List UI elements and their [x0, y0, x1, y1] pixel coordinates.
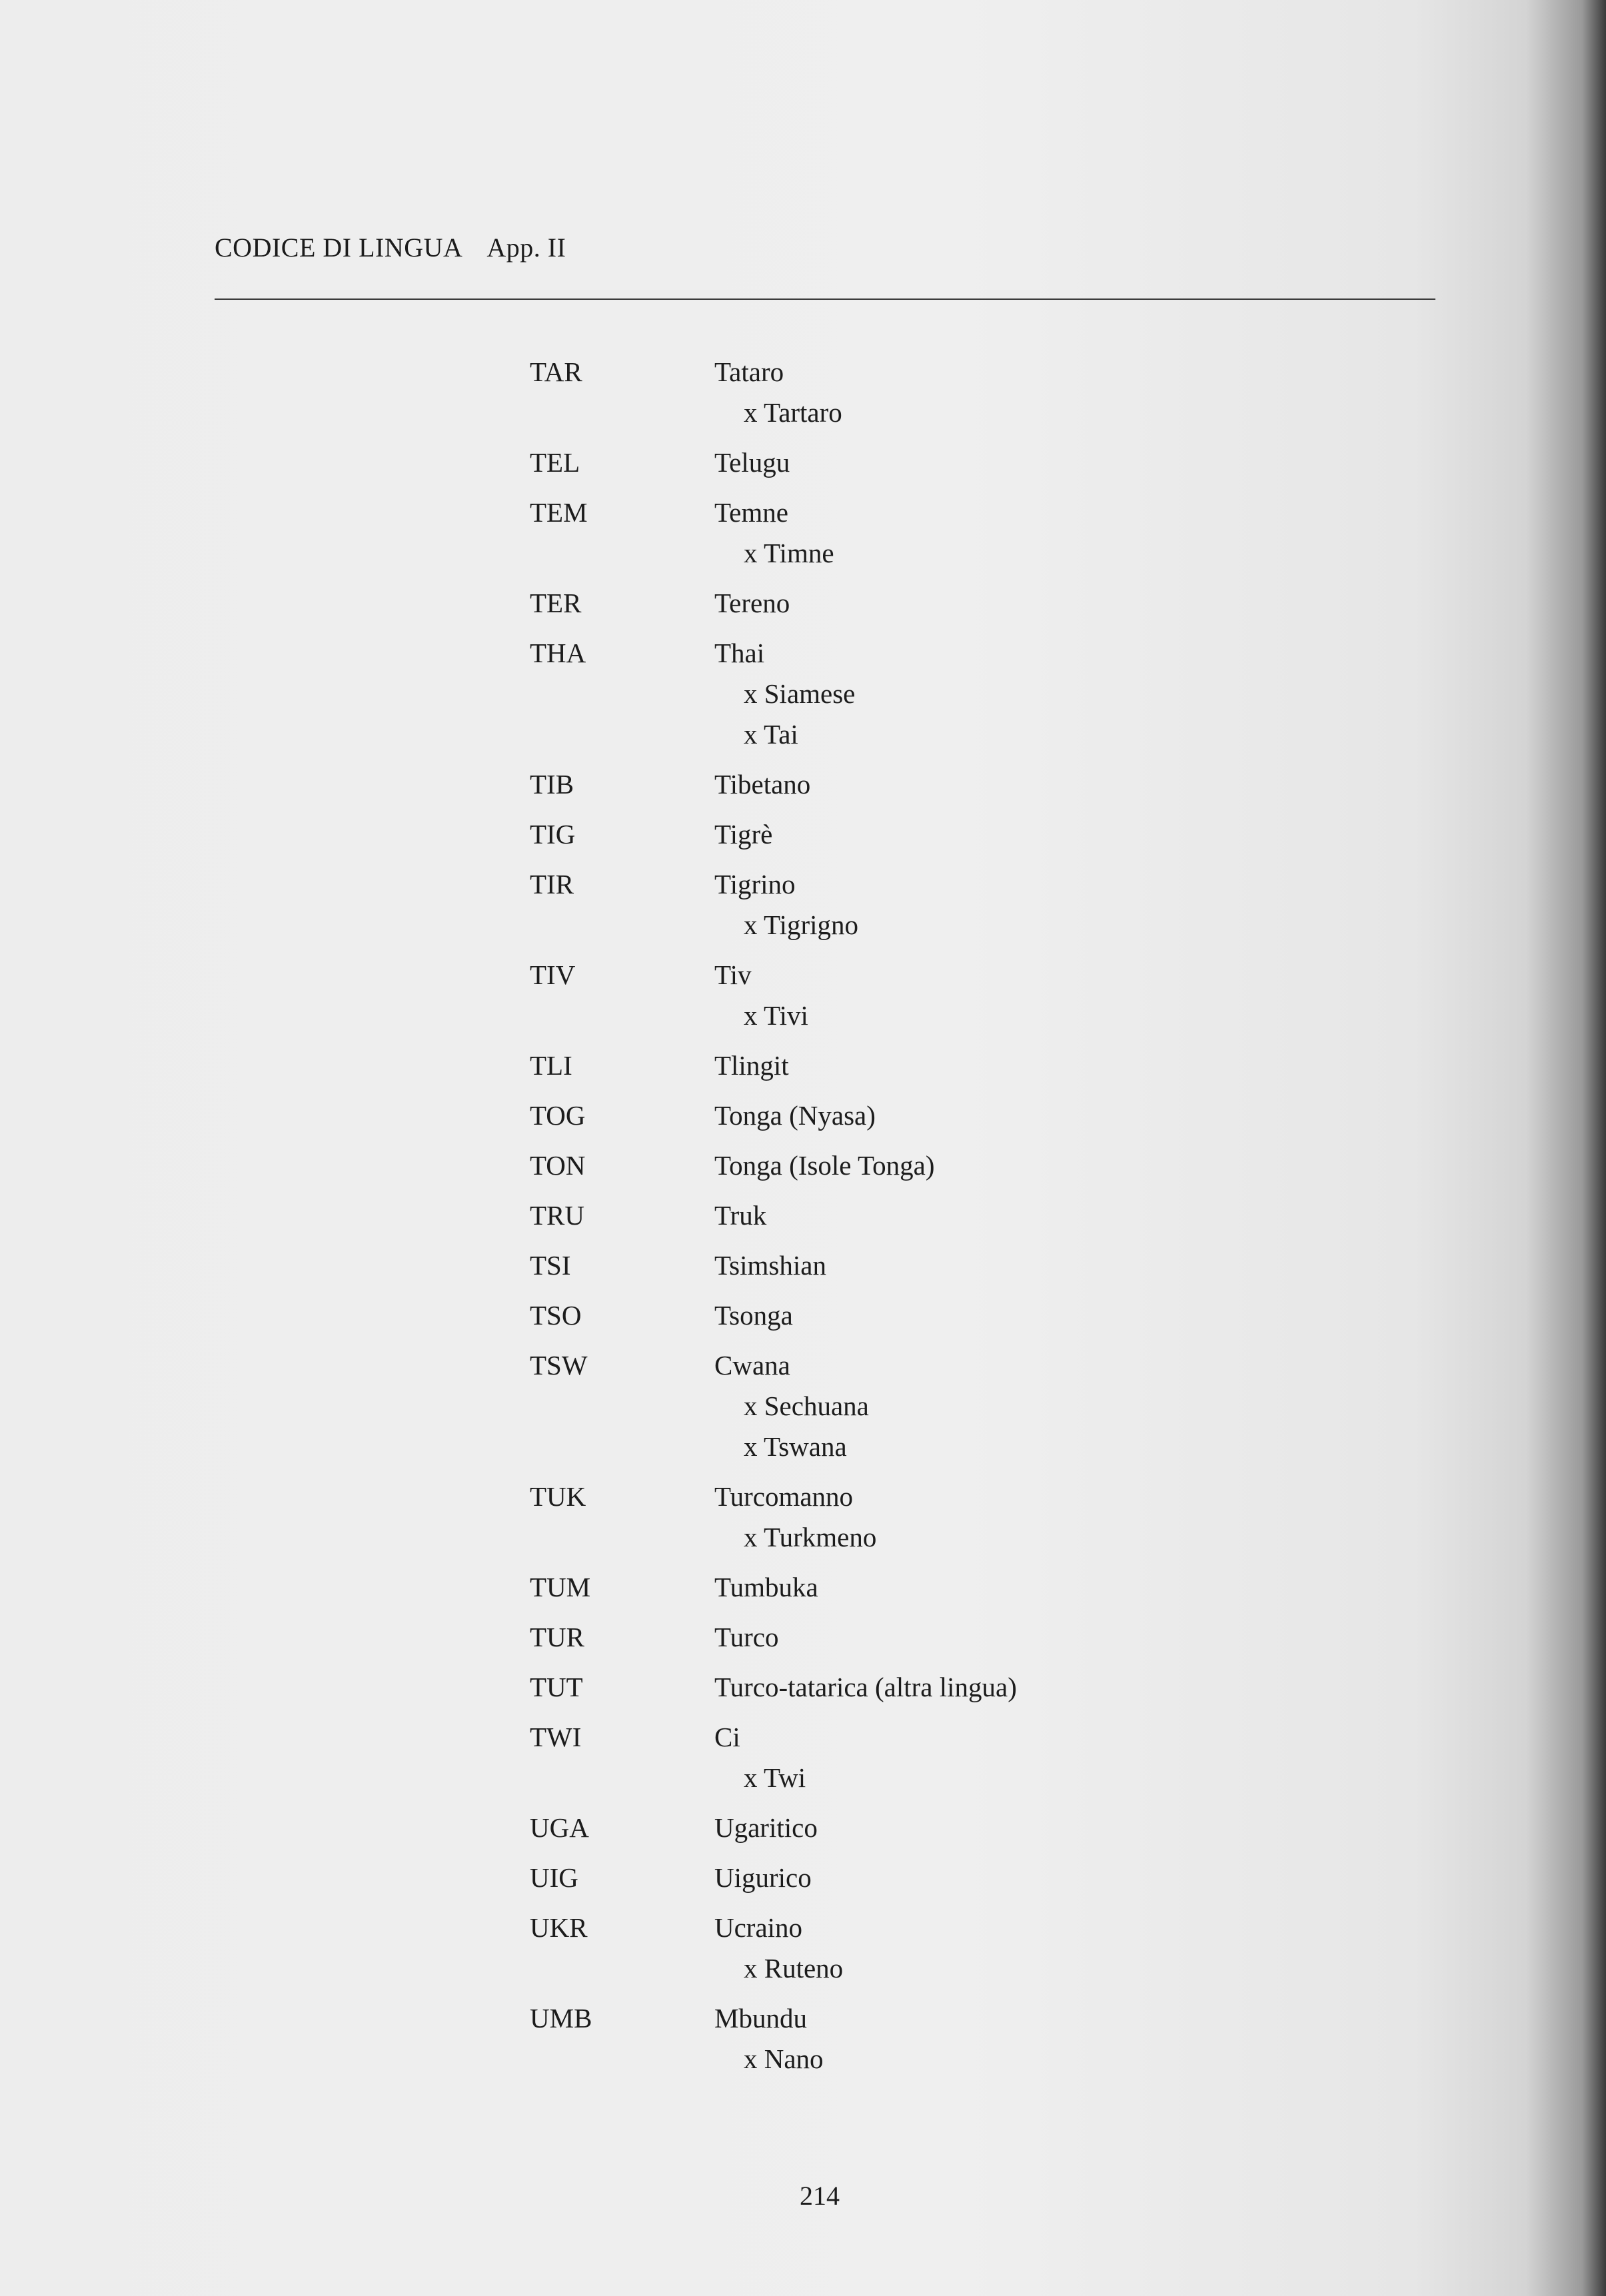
- language-name: Telugu: [714, 447, 790, 478]
- language-code: TEL: [530, 447, 580, 478]
- language-code: TOG: [530, 1100, 586, 1131]
- language-code: TIB: [530, 769, 574, 800]
- language-name: Tiv: [714, 959, 752, 990]
- language-code: UKR: [530, 1912, 588, 1943]
- language-code: UIG: [530, 1862, 578, 1893]
- language-alternate-name: x Nano: [744, 2043, 824, 2074]
- language-code: TSO: [530, 1300, 582, 1331]
- language-name: Temne: [714, 497, 788, 528]
- language-name: Tsonga: [714, 1300, 793, 1331]
- language-alternate-name: x Tartaro: [744, 397, 842, 428]
- language-name: Tonga (Isole Tonga): [714, 1150, 935, 1181]
- language-name: Tonga (Nyasa): [714, 1100, 876, 1131]
- language-alternate-name: x Tswana: [744, 1431, 847, 1462]
- language-name: Tataro: [714, 356, 784, 387]
- language-code: TER: [530, 588, 582, 618]
- language-name: Tereno: [714, 588, 790, 618]
- header-title: CODICE DI LINGUA: [215, 233, 463, 263]
- language-alternate-name: x Ruteno: [744, 1953, 844, 1984]
- language-alternate-name: x Sechuana: [744, 1391, 869, 1421]
- language-name: Thai: [714, 638, 765, 668]
- language-name: Tigrino: [714, 869, 796, 899]
- language-code: TLI: [530, 1050, 572, 1081]
- language-code: UGA: [530, 1812, 589, 1843]
- language-alternate-name: x Tai: [744, 719, 798, 750]
- language-code: THA: [530, 638, 586, 668]
- language-code: TIG: [530, 819, 576, 850]
- language-name: Tigrè: [714, 819, 773, 850]
- language-code: TSI: [530, 1250, 571, 1281]
- language-alternate-name: x Siamese: [744, 678, 856, 709]
- language-name: Tumbuka: [714, 1572, 818, 1602]
- language-name: Uigurico: [714, 1862, 812, 1893]
- language-alternate-name: x Turkmeno: [744, 1522, 877, 1552]
- language-name: Turcomanno: [714, 1481, 854, 1512]
- language-code: TRU: [530, 1200, 584, 1231]
- language-name: Cwana: [714, 1350, 790, 1381]
- language-alternate-name: x Tigrigno: [744, 909, 859, 940]
- language-name: Tibetano: [714, 769, 811, 800]
- language-code: TUT: [530, 1672, 583, 1702]
- language-name: Truk: [714, 1200, 767, 1231]
- language-name: Turco: [714, 1622, 779, 1652]
- language-code: TON: [530, 1150, 586, 1181]
- language-name: Ugaritico: [714, 1812, 818, 1843]
- language-alternate-name: x Timne: [744, 538, 834, 568]
- page-number: 214: [800, 2181, 840, 2211]
- language-code: TSW: [530, 1350, 588, 1381]
- language-name: Turco-tatarica (altra lingua): [714, 1672, 1017, 1702]
- language-code: TUM: [530, 1572, 591, 1602]
- language-code: TWI: [530, 1722, 582, 1752]
- language-code: TEM: [530, 497, 588, 528]
- language-code: TIR: [530, 869, 574, 899]
- language-name: Mbundu: [714, 2003, 807, 2033]
- header-subtitle: App. II: [486, 233, 566, 263]
- language-alternate-name: x Tivi: [744, 1000, 808, 1031]
- language-code: TIV: [530, 959, 576, 990]
- language-code: UMB: [530, 2003, 592, 2033]
- language-name: Ucraino: [714, 1912, 803, 1943]
- language-alternate-name: x Twi: [744, 1762, 806, 1793]
- language-code: TUR: [530, 1622, 584, 1652]
- language-name: Tlingit: [714, 1050, 789, 1081]
- language-code: TAR: [530, 356, 582, 387]
- language-code: TUK: [530, 1481, 586, 1512]
- language-name: Tsimshian: [714, 1250, 826, 1281]
- language-name: Ci: [714, 1722, 740, 1752]
